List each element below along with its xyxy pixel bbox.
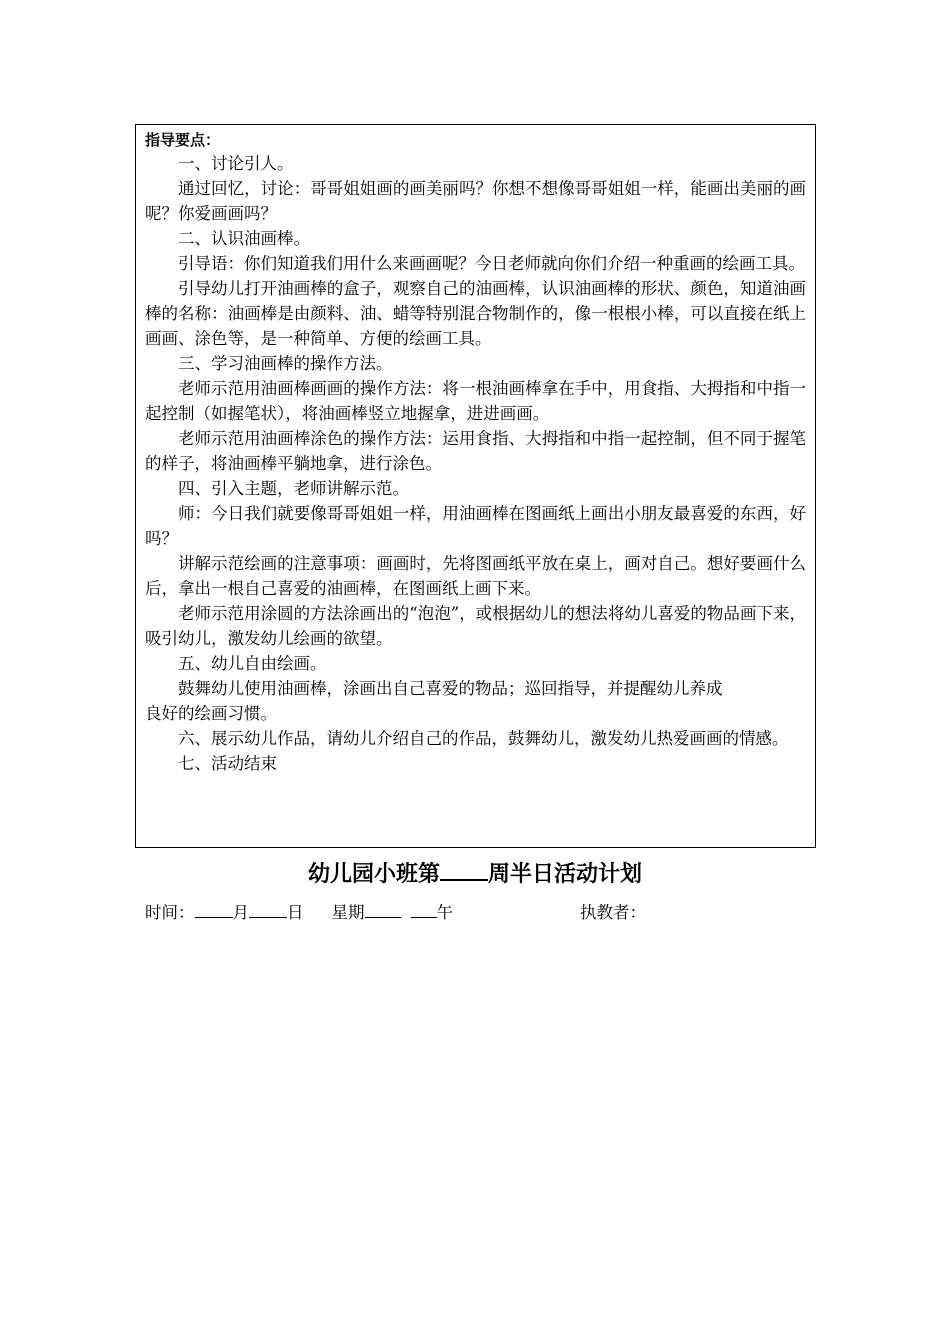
noon-blank (411, 901, 437, 918)
guide-paragraph: 三、学习油画棒的操作方法。 (178, 354, 393, 373)
time-line (145, 900, 825, 926)
day-label: 日 (287, 903, 304, 922)
day-blank (249, 901, 287, 918)
guide-heading: 指导要点： (145, 131, 221, 149)
guide-paragraph: 老师示范用油画棒画画的操作方法：将一根油画棒拿在手中，用食指、大拇指和中指一起控制（如握笔状），将油画棒竖立地握拿，进进画画。 (145, 379, 806, 423)
month-blank (195, 901, 233, 918)
plan-title (0, 860, 950, 890)
guide-paragraph: 七、活动结束 (178, 754, 277, 773)
noon-label: 午 (436, 903, 453, 922)
guide-paragraph: 师：今日我们就要像哥哥姐姐一样，用油画棒在图画纸上画出小朋友最喜爱的东西，好吗？ (145, 504, 806, 548)
teacher-label: 执教者： (580, 903, 646, 922)
teacher-line (580, 900, 646, 926)
weekday-label: 星期 (331, 903, 365, 922)
guide-box (135, 124, 816, 848)
guide-paragraph: 通过回忆，讨论：哥哥姐姐画的画美丽吗？你想不想像哥哥姐姐一样，能画出美丽的画呢？你爱画画吗？ (145, 179, 806, 223)
guide-paragraph: 一、讨论引人。 (178, 154, 294, 173)
guide-paragraph: 引导语：你们知道我们用什么来画画呢？今日老师就向你们介绍一种重画的绘画工具。 (178, 254, 805, 273)
guide-paragraph: 二、认识油画棒。 (178, 229, 310, 248)
guide-paragraph: 鼓舞幼儿使用油画棒，涂画出自己喜爱的物品；巡回指导，并提醒幼儿养成 (178, 679, 723, 698)
guide-paragraph: 讲解示范绘画的注意事项：画画时，先将图画纸平放在桌上，画对自己。想好要画什么后，拿出一根自己喜爱的油画棒，在图画纸上画下来。 (145, 554, 806, 598)
guide-paragraph: 四、引入主题，老师讲解示范。 (178, 479, 409, 498)
guide-paragraph: 老师示范用涂圆的方法涂画出的“泡泡”，或根据幼儿的想法将幼儿喜爱的物品画下来，吸引幼儿，激发幼儿绘画的欲望。 (145, 604, 806, 648)
plan-title-prefix: 幼儿园小班第 (307, 862, 440, 887)
guide-paragraph: 老师示范用油画棒涂色的操作方法：运用食指、大拇指和中指一起控制，但不同于握笔的样子，将油画棒平躺地拿，进行涂色。 (145, 429, 806, 473)
time-label: 时间： (145, 903, 195, 922)
month-label: 月 (232, 903, 249, 922)
guide-paragraph: 五、幼儿自由绘画。 (178, 654, 327, 673)
guide-paragraph: 引导幼儿打开油画棒的盒子，观察自己的油画棒，认识油画棒的形状、颜色，知道油画棒的名称：油画棒是由颜料、油、蜡等特别混合物制作的，像一根根小棒，可以直接在纸上画画、涂色等，是一种简单、方便的绘画工具。 (145, 279, 806, 348)
plan-title-suffix: 周半日活动计划 (488, 862, 643, 887)
guide-paragraph: 六、展示幼儿作品，请幼儿介绍自己的作品，鼓舞幼儿，激发幼儿热爱画画的情感。 (178, 729, 789, 748)
week-blank (440, 861, 488, 881)
guide-paragraph: 良好的绘画习惯。 (145, 704, 277, 723)
weekday-blank (365, 901, 401, 918)
